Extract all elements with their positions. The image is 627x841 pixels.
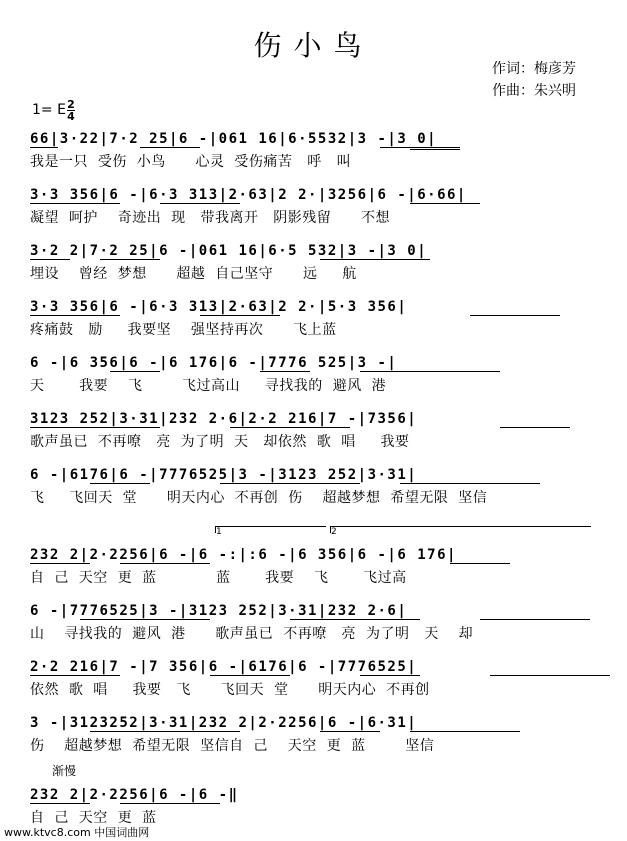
first-ending-number: 1: [216, 527, 222, 537]
key-signature: [32, 96, 75, 124]
notation-line: 232 2|2·2256|6 -|6 -‖: [30, 787, 239, 803]
lyric-line: 山 寻找我的 避风 港 歌声虽已 不再嘹 亮 为了明 天 却: [30, 626, 474, 642]
notation-line: 3 -|3123252|3·31|232 2|2·2256|6 -|6·31|: [30, 715, 418, 731]
notation-line: 3123 252|3·31|232 2·6|2·2 216|7 -|7356|: [30, 411, 418, 427]
lyric-line: 自 己 天空 更 蓝 蓝 我要 飞 飞过高: [30, 570, 407, 586]
lyric-line: 歌声虽已 不再嘹 亮 为了明 天 却依然 歌 唱 我要: [30, 434, 410, 450]
notation-line: 3·3 356|6 -|6·3 313|2·63|2 2·|5·3 356|: [30, 299, 408, 315]
beam-lines: [30, 315, 590, 318]
lyric-line: 伤 超越梦想 希望无限 坚信自 己 天空 更 蓝 坚信: [30, 738, 435, 754]
notation-line: 6 -|6176|6 -|7776525|3 -|3123 252|3·31|: [30, 467, 418, 483]
notation-line: 3·2 2|7·2 25|6 -|061 16|6·5 532|3 -|3 0|: [30, 243, 428, 259]
time-signature: [67, 99, 75, 122]
first-ending-bracket: [215, 526, 326, 537]
beam-lines: [30, 427, 590, 430]
second-ending-number: 2: [331, 527, 337, 537]
notation-line: 6 -|6 356|6 -|6 176|6 -|7776 525|3 -|: [30, 355, 398, 371]
song-title: 伤小鸟: [253, 29, 374, 62]
beam-lines: [30, 203, 590, 206]
lyric-line: 疼痛鼓 励 我要坚 强坚持再次 飞上蓝: [30, 322, 337, 338]
watermark-footer: www.ktvc8.com 中国词曲网: [4, 826, 150, 839]
lyric-line: 我是一只 受伤 小鸟 心灵 受伤痛苦 呼 叫: [30, 154, 352, 170]
beam-lines: [30, 675, 590, 678]
beam-lines: [30, 483, 590, 486]
composer-credit: 作曲：朱兴明: [492, 83, 576, 99]
lyric-line: 凝望 呵护 奇迹出 现 带我离开 阴影残留 不想: [30, 210, 391, 226]
notation-line: 3·3 356|6 -|6·3 313|2·63|2 2·|3256|6 -|6·66|: [30, 187, 467, 203]
notation-line: 6 -|7776525|3 -|3123 252|3·31|232 2·6|: [30, 603, 408, 619]
lyric-line: 飞 飞回天 堂 明天内心 不再创 伤 超越梦想 希望无限 坚信: [30, 490, 488, 506]
tempo-marking: 渐慢: [52, 764, 77, 778]
beam-lines: [30, 619, 590, 622]
beam-lines: [30, 371, 590, 374]
lyric-line: 自 己 天空 更 蓝: [30, 810, 157, 826]
lyric-line: 依然 歌 唱 我要 飞 飞回天 堂 明天内心 不再创: [30, 682, 430, 698]
notation-line: 66|3·22|7·2 25|6 -|061 16|6·5532|3 -|3 0|: [30, 131, 438, 147]
beam-lines: [30, 259, 590, 262]
beam-lines: [30, 563, 590, 566]
time-numerator: 2: [67, 97, 75, 111]
notation-line: 2·2 216|7 -|7 356|6 -|6176|6 -|7776525|: [30, 659, 418, 675]
second-ending-bracket: [330, 526, 591, 537]
notation-line: 232 2|2·2256|6 -|6 -:|:6 -|6 356|6 -|6 176|: [30, 547, 457, 563]
beam-lines: [30, 731, 590, 734]
time-denominator: 4: [67, 109, 75, 123]
lyric-line: 埋设 曾经 梦想 超越 自己坚守 远 航: [30, 266, 357, 282]
beam-lines: [30, 147, 590, 150]
key-label: 1= E: [32, 102, 66, 118]
lyricist-credit: 作词：梅彦芳: [492, 61, 576, 77]
lyric-line: 天 我要 飞 飞过高山 寻找我的 避风 港: [30, 378, 387, 394]
beam-lines: [30, 803, 590, 806]
